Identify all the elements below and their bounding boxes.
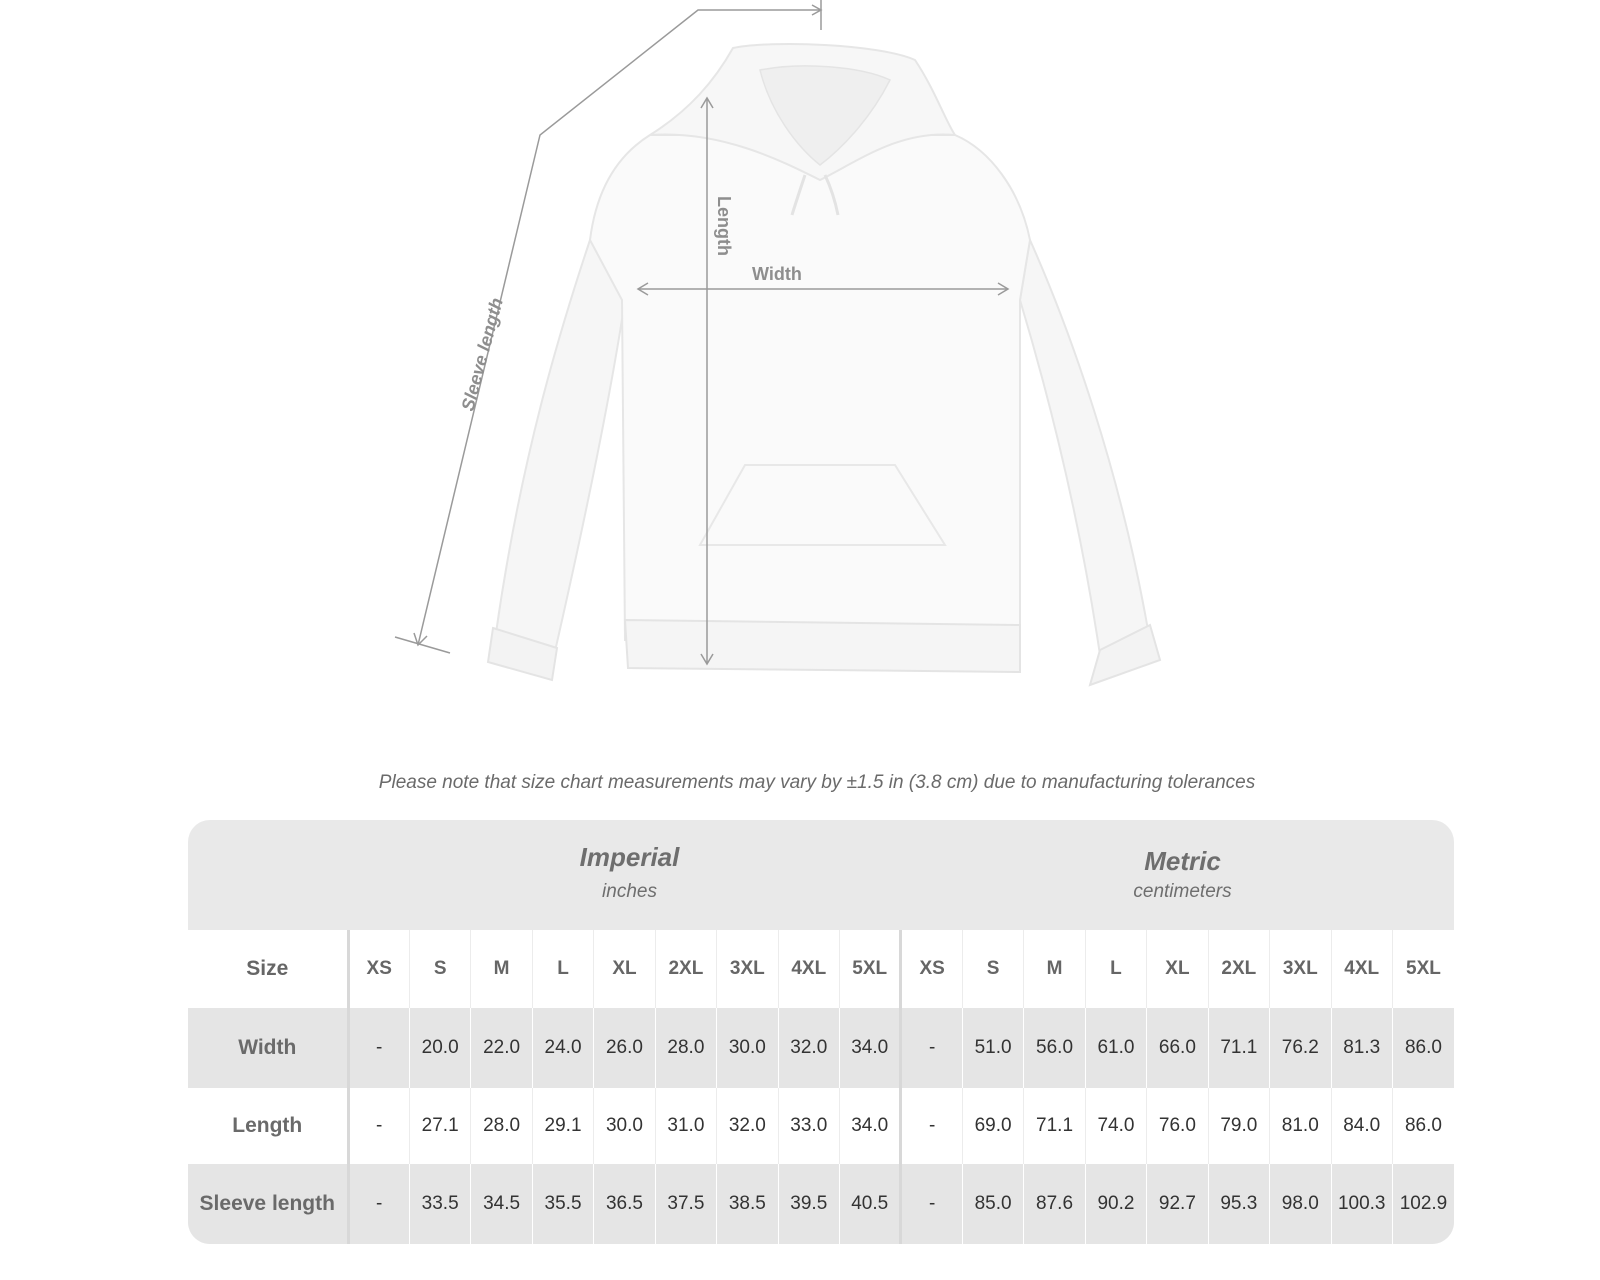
metric-value-cell: 87.6 — [1024, 1164, 1085, 1244]
imperial-value-cell: 32.0 — [778, 1008, 839, 1088]
metric-value-cell: 66.0 — [1147, 1008, 1208, 1088]
metric-value-cell: 92.7 — [1147, 1164, 1208, 1244]
size-chart-table — [188, 820, 1454, 1244]
imperial-value-cell: 28.0 — [655, 1008, 716, 1088]
table-row — [188, 1088, 1454, 1164]
metric-value-cell: 56.0 — [1024, 1008, 1085, 1088]
imperial-title: Imperial — [579, 842, 680, 872]
metric-value-cell: 76.2 — [1270, 1008, 1331, 1088]
metric-title: Metric — [1144, 846, 1221, 876]
table-row — [188, 1164, 1454, 1244]
metric-value-cell: 81.0 — [1270, 1088, 1331, 1164]
metric-header — [911, 820, 1454, 930]
metric-value-cell: 74.0 — [1085, 1088, 1146, 1164]
imperial-size-header: 5XL — [840, 930, 901, 1008]
imperial-value-cell: 31.0 — [655, 1088, 716, 1164]
left-sleeve — [495, 240, 625, 660]
metric-value-cell: 86.0 — [1392, 1008, 1454, 1088]
imperial-value-cell: 34.0 — [840, 1008, 901, 1088]
imperial-value-cell: 38.5 — [717, 1164, 778, 1244]
size-label: Size — [188, 930, 348, 1008]
metric-size-header: 4XL — [1331, 930, 1392, 1008]
row-label: Width — [188, 1008, 348, 1088]
length-label: Length — [714, 196, 734, 256]
row-label: Length — [188, 1088, 348, 1164]
imperial-size-header: XL — [594, 930, 655, 1008]
metric-value-cell: 76.0 — [1147, 1088, 1208, 1164]
metric-value-cell: 79.0 — [1208, 1088, 1269, 1164]
metric-value-cell: 51.0 — [962, 1008, 1023, 1088]
imperial-value-cell: 24.0 — [532, 1008, 593, 1088]
imperial-value-cell: 33.5 — [409, 1164, 470, 1244]
imperial-size-header: 4XL — [778, 930, 839, 1008]
metric-size-header: M — [1024, 930, 1085, 1008]
metric-value-cell: 71.1 — [1024, 1088, 1085, 1164]
metric-value-cell: 102.9 — [1392, 1164, 1454, 1244]
imperial-unit: inches — [602, 881, 657, 902]
metric-value-cell: 95.3 — [1208, 1164, 1269, 1244]
right-sleeve — [1020, 240, 1148, 655]
imperial-value-cell: - — [348, 1008, 409, 1088]
metric-value-cell: 90.2 — [1085, 1164, 1146, 1244]
imperial-size-header: S — [409, 930, 470, 1008]
imperial-value-cell: 27.1 — [409, 1088, 470, 1164]
imperial-value-cell: 22.0 — [471, 1008, 532, 1088]
sleeve-length-bottom-tick — [395, 637, 450, 653]
imperial-size-header: M — [471, 930, 532, 1008]
imperial-value-cell: - — [348, 1164, 409, 1244]
metric-value-cell: 81.3 — [1331, 1008, 1392, 1088]
tolerance-note: Please note that size chart measurements may vary by ±1.5 in (3.8 cm) due to manufacturing tolerances — [378, 772, 1256, 793]
imperial-value-cell: 37.5 — [655, 1164, 716, 1244]
imperial-value-cell: 33.0 — [778, 1088, 839, 1164]
metric-size-header: XL — [1147, 930, 1208, 1008]
imperial-size-header: L — [532, 930, 593, 1008]
waistband — [625, 620, 1020, 672]
imperial-size-header: 2XL — [655, 930, 716, 1008]
metric-value-cell: - — [901, 1088, 962, 1164]
metric-value-cell: 84.0 — [1331, 1088, 1392, 1164]
imperial-value-cell: 32.0 — [717, 1088, 778, 1164]
metric-value-cell: 71.1 — [1208, 1008, 1269, 1088]
table-row — [188, 1008, 1454, 1088]
imperial-value-cell: 34.5 — [471, 1164, 532, 1244]
metric-value-cell: 86.0 — [1392, 1088, 1454, 1164]
metric-value-cell: - — [901, 1164, 962, 1244]
imperial-value-cell: 35.5 — [532, 1164, 593, 1244]
imperial-value-cell: 34.0 — [840, 1088, 901, 1164]
metric-size-header: 3XL — [1270, 930, 1331, 1008]
row-label: Sleeve length — [188, 1164, 348, 1244]
size-grid — [188, 930, 1454, 1244]
imperial-value-cell: 20.0 — [409, 1008, 470, 1088]
metric-size-header: S — [962, 930, 1023, 1008]
imperial-value-cell: 28.0 — [471, 1088, 532, 1164]
metric-size-header: 5XL — [1392, 930, 1454, 1008]
imperial-value-cell: 30.0 — [594, 1088, 655, 1164]
size-header-row — [188, 930, 1454, 1008]
imperial-value-cell: 39.5 — [778, 1164, 839, 1244]
imperial-size-header: XS — [348, 930, 409, 1008]
width-label: Width — [752, 264, 802, 284]
hoodie-illustration — [488, 44, 1160, 685]
metric-size-header: 2XL — [1208, 930, 1269, 1008]
imperial-value-cell: - — [348, 1088, 409, 1164]
imperial-size-header: 3XL — [717, 930, 778, 1008]
metric-size-header: L — [1085, 930, 1146, 1008]
imperial-value-cell: 29.1 — [532, 1088, 593, 1164]
metric-value-cell: 69.0 — [962, 1088, 1023, 1164]
metric-value-cell: 85.0 — [962, 1164, 1023, 1244]
sleeve-length-label: Sleeve length — [457, 295, 507, 414]
imperial-value-cell: 36.5 — [594, 1164, 655, 1244]
metric-value-cell: 98.0 — [1270, 1164, 1331, 1244]
metric-value-cell: 61.0 — [1085, 1008, 1146, 1088]
hoodie-body — [590, 135, 1030, 650]
metric-value-cell: 100.3 — [1331, 1164, 1392, 1244]
metric-value-cell: - — [901, 1008, 962, 1088]
imperial-header — [348, 820, 911, 930]
imperial-value-cell: 40.5 — [840, 1164, 901, 1244]
imperial-value-cell: 26.0 — [594, 1008, 655, 1088]
metric-size-header: XS — [901, 930, 962, 1008]
imperial-value-cell: 30.0 — [717, 1008, 778, 1088]
metric-unit: centimeters — [1133, 881, 1232, 902]
